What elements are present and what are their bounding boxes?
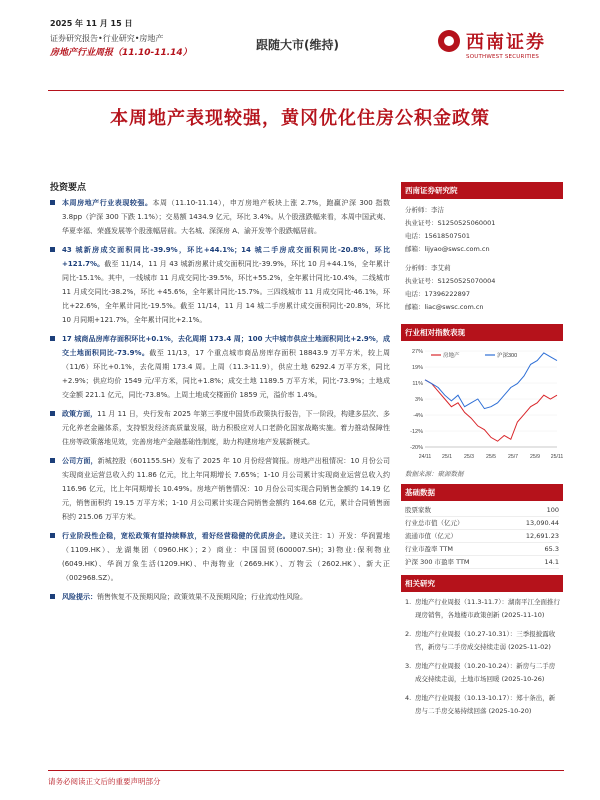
paragraph-text: 11 月 11 日，央行发布 2025 年第三季度中国货币政策执行报告，下一阶段，构建多层次、多元化养老金融体系，支持银发经济高质量发展，助力积极应对人口老龄化国家战略实施。着力推动保障性住房等政策落地见效，完善房地产金融基础性制度，助力构建房地产发展新模式。	[62, 410, 390, 446]
logo-seal-icon	[438, 30, 460, 52]
paragraph-text: 截至 11/14，11 月 43 城新房累计成交面积同比-39.9%，环比 10 月+44.1%，全年累计同比-15.1%。其中，一线城市 11 月成交同比-39.5%，环比+55.2%，全年累计同比-10.4%，二线城市 11 月成交同比-38.2%，环比 +45.6%，全年累计同比-15.7%。三四线城市 11 月成交同比-46.1%，环比+22.6%，全年累计同比-19.5%。截至 11/14，11 月 14 城二手房累计成交面积同比-20.8%，环比 10 月同期+121.7%，全年累计同比+2.1%。	[62, 260, 390, 324]
series-line-0	[425, 380, 557, 441]
x-tick-label: 24/11	[418, 454, 432, 460]
report-date: 2025 年 11 月 15 日	[50, 19, 133, 28]
paragraph-text: 本周（11.10-11.14），申万房地产板块上涨 2.7%，跑赢沪深 300 指数 3.8pp（沪深 300 下跌 1.1%）；交易额 1434.9 亿元，环比 3.4%。从个股涨跌幅来看，本周中国武夷、华夏幸福、荣盛发展等个股涨幅居前。大名城、深深房 A、渝开发等个股跌幅居前。	[62, 199, 390, 235]
analysts-heading: 西南证券研究院	[401, 182, 563, 199]
summary-heading: 投资要点	[50, 183, 87, 193]
paragraph-lead: 17 城商品房库存面积环比+0.1%，去化周期 173.4 周；100 大中城市供应土地面积同比+2.9%，成交土地面积同比-73.9%。	[62, 335, 390, 357]
analyst-cert: 执业证号：S1250525060001	[405, 219, 496, 227]
y-tick-label: 27%	[411, 349, 423, 355]
analyst-role: 分析师：李洁	[405, 206, 444, 214]
legend-label: 房地产	[443, 353, 460, 359]
x-tick-label: 25/1	[441, 454, 453, 460]
basic-data-row	[405, 530, 559, 543]
paragraph-lead: 公司方面，	[62, 457, 98, 465]
header-divider	[48, 90, 564, 91]
basic-data-label: 行业总市值（亿元）	[405, 519, 464, 527]
basic-data-value: 13,090.44	[525, 519, 559, 527]
basic-data-value: 12,691.23	[525, 532, 559, 540]
paragraph-lead: 43 城新房成交面积同比-39.9%，环比+44.1%；14 城二手房成交面积同比-20.8%，环比+121.7%。	[62, 246, 390, 268]
summary-paragraph	[50, 407, 390, 449]
y-tick-label: -12%	[410, 429, 423, 435]
x-tick-label: 25/11	[550, 454, 564, 460]
x-tick-label: 25/5	[485, 454, 497, 460]
basic-data-row	[405, 543, 559, 556]
paragraph-lead: 风险提示：	[62, 593, 97, 601]
related-heading: 相关研究	[401, 575, 563, 592]
report-title: 本周地产表现较强，黄冈优化住房公积金政策	[110, 108, 490, 129]
basic-data-label: 流通市值（亿元）	[405, 532, 457, 540]
analyst-card	[405, 262, 559, 314]
x-tick-label: 25/9	[529, 454, 541, 460]
sidebar	[401, 182, 563, 724]
related-item[interactable]	[405, 660, 561, 686]
series-line-1	[425, 353, 557, 409]
report-category: 证券研究报告•行业研究•房地产	[50, 34, 164, 43]
basic-data-row	[405, 504, 559, 517]
summary-paragraph	[50, 243, 390, 327]
summary-column	[50, 180, 390, 609]
analyst-email[interactable]: 邮箱：liac@swsc.com.cn	[405, 303, 484, 311]
basic-data-row	[405, 517, 559, 530]
report-header-info	[50, 16, 192, 61]
analyst-phone: 电话：15618507501	[405, 232, 470, 240]
summary-paragraph	[50, 332, 390, 402]
x-tick-label: 25/3	[463, 454, 475, 460]
basic-data-table	[401, 501, 563, 575]
paragraph-text: 截至 11/13，17 个重点城市商品房库存面积 18843.9 万平方米，较上周（11/6）环比+0.1%，去化周期 173.4 周。上周（11.3-11.9），供应土地 6292.4 万平方米，同比+2.9%；供应均价 1549 元/平方米，同比+1.8%；成交土地 1189.5 万平方米，同比-73.9%；土地成交金额 221.1 亿元，同比-73.8%。上周土地成交楼面价 1859 元，溢价率 1.4%。	[62, 349, 390, 399]
x-tick-label: 25/7	[507, 454, 519, 460]
related-research-list	[401, 592, 563, 718]
basic-data-heading: 基础数据	[401, 484, 563, 501]
basic-data-value: 65.3	[544, 545, 559, 553]
y-tick-label: 19%	[411, 365, 423, 371]
y-tick-label: -20%	[410, 445, 423, 451]
related-item-text: 房地产行业周报（11.3-11.7）：湖南平江全面推行现房销售，各地楼市政策创新 (2025-11-10)	[415, 598, 561, 619]
paragraph-lead: 政策方面，	[62, 410, 98, 418]
related-item-number: 3.	[405, 662, 412, 670]
brand-logo	[438, 28, 564, 80]
basic-data-label: 股票家数	[405, 506, 431, 514]
legend-label: 沪深300	[497, 353, 518, 359]
y-tick-label: -4%	[413, 413, 423, 419]
analyst-phone: 电话：17396222897	[405, 290, 470, 298]
related-item[interactable]	[405, 628, 561, 654]
summary-paragraphs	[50, 196, 390, 604]
related-item-number: 2.	[405, 630, 412, 638]
footer-disclaimer: 请务必阅读正文后的重要声明部分	[48, 770, 564, 787]
basic-data-label: 行业市盈率 TTM	[405, 545, 454, 553]
basic-data-value: 100	[546, 506, 559, 514]
basic-data-label: 沪深 300 市盈率 TTM	[405, 558, 470, 566]
chart-heading: 行业相对指数表现	[401, 324, 563, 341]
related-item-text: 房地产行业周报（10.27-10.31）：三季报披露收官，新房与二手房成交持续走弱 (2025-11-02)	[415, 630, 556, 651]
y-tick-label: 11%	[412, 381, 423, 387]
related-item-number: 1.	[405, 598, 412, 606]
related-item-text: 房地产行业周报（10.20-10.24）：新房与二手房成交持续走弱，土地市场回暖 (2025-10-26)	[415, 662, 556, 683]
related-item[interactable]	[405, 596, 561, 622]
paragraph-lead: 行业阶段性企稳，宽松政策有望持续释放，看好经营稳健的优质房企。	[62, 532, 290, 540]
logo-cn: 西南证券	[466, 32, 546, 53]
analyst-role: 分析师：李艾莉	[405, 264, 451, 272]
analyst-list	[401, 199, 563, 324]
paragraph-lead: 本周房地产行业表现较强。	[62, 199, 153, 207]
basic-data-value: 14.1	[544, 558, 559, 566]
chart-source: 数据来源：聚源数据	[405, 470, 464, 478]
related-item[interactable]	[405, 692, 561, 718]
relative-index-chart	[401, 341, 563, 467]
related-item-number: 4.	[405, 694, 412, 702]
logo-en: SOUTHWEST SECURITIES	[466, 54, 540, 60]
report-name: 房地产行业周报（11.10-11.14）	[50, 48, 192, 58]
summary-paragraph	[50, 454, 390, 524]
summary-paragraph	[50, 529, 390, 585]
y-tick-label: 3%	[415, 397, 423, 403]
analyst-email[interactable]: 邮箱：lijyao@swsc.com.cn	[405, 245, 490, 253]
related-item-text: 房地产行业周报（10.13-10.17）：郑十条出，新房与二手房交易持续回落 (2025-10-20)	[415, 694, 556, 715]
basic-data-row	[405, 556, 559, 569]
summary-paragraph	[50, 196, 390, 238]
analyst-card	[405, 204, 559, 256]
analyst-cert: 执业证号：S1250525070004	[405, 277, 496, 285]
paragraph-text: 建议关注：1）开发：华润置地（1109.HK）、龙湖集团（0960.HK）；2）商业：中国国贸(600007.SH)；3)物业:保利物业(6049.HK)、华润万象生活(1209.HK)、中海物业（2669.HK）、万物云（2602.HK）、新大正（002968.SZ）。	[62, 532, 390, 582]
summary-paragraph	[50, 590, 390, 604]
paragraph-text: 新城控股（601155.SH）发布了 2025 年 10 月份经营简报。房地产出租情况：10 月份公司实现商业运营总收入约 11.86 亿元，比上年同期增长 7.65%；1-10 月公司累计实现商业运营总收入约 116.96 亿元，比上年同期增长 10.49%。房地产销售情况：10 月份公司实现合同销售金额约 14.19 亿元，销售面积约 19.15 万平方米；1-10 月公司累计实现合同销售金额约 164.68 亿元，累计合同销售面积约 215.06 万平方米。	[62, 457, 390, 521]
chart-svg	[403, 345, 564, 463]
paragraph-text: 销售恢复不及预期风险；政策效果不及预期风险；行业流动性风险。	[97, 593, 307, 601]
industry-rating: 跟随大市(维持)	[256, 38, 339, 52]
